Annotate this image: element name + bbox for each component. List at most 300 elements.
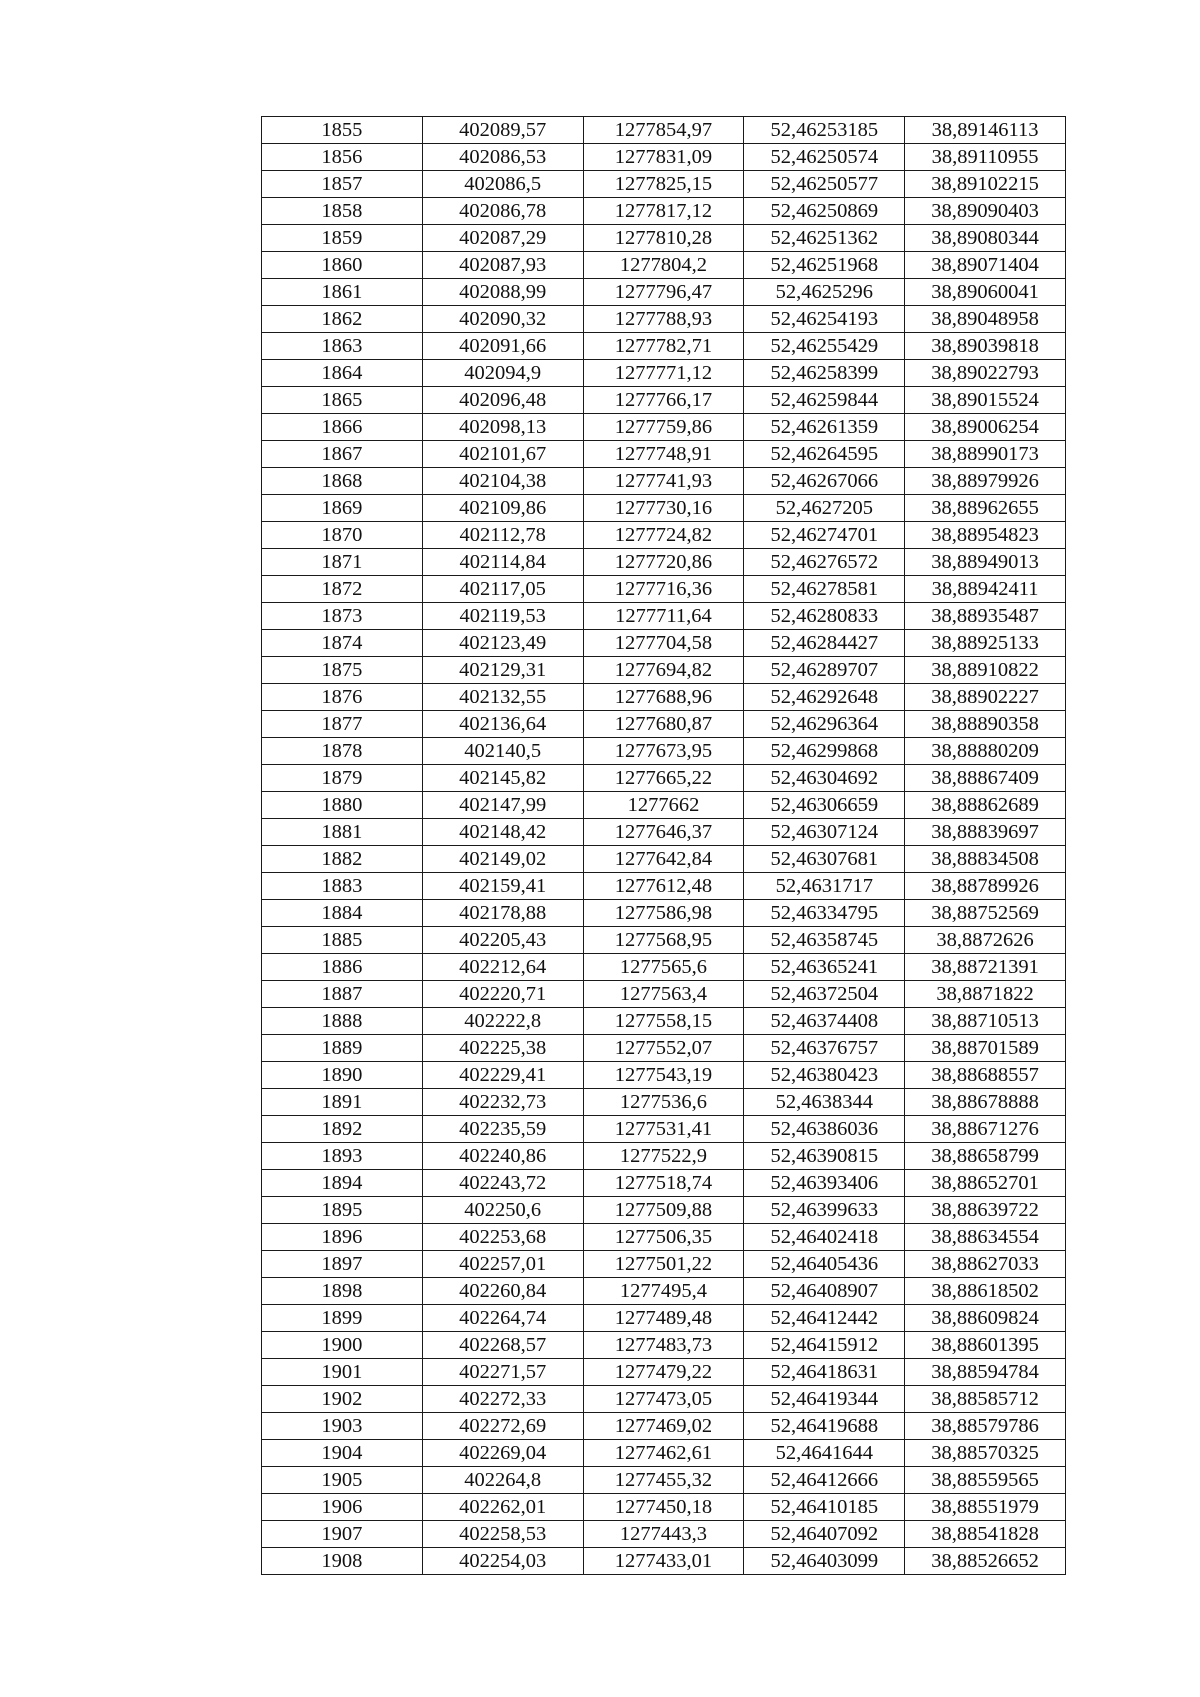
y-coordinate-cell: 1277479,22 [583,1359,744,1386]
latitude-cell: 52,46250574 [744,144,905,171]
table-row [262,846,1066,873]
x-coordinate-cell: 402104,38 [422,468,583,495]
y-coordinate-cell: 1277741,93 [583,468,744,495]
latitude-cell: 52,46250869 [744,198,905,225]
latitude-cell: 52,46358745 [744,927,905,954]
longitude-cell: 38,88834508 [905,846,1066,873]
longitude-cell: 38,88639722 [905,1197,1066,1224]
latitude-cell: 52,46276572 [744,549,905,576]
table-row [262,684,1066,711]
y-coordinate-cell: 1277720,86 [583,549,744,576]
table-row [262,468,1066,495]
table-row [262,1386,1066,1413]
longitude-cell: 38,88910822 [905,657,1066,684]
point-number-cell: 1899 [262,1305,423,1332]
y-coordinate-cell: 1277831,09 [583,144,744,171]
point-number-cell: 1876 [262,684,423,711]
table-row [262,1251,1066,1278]
y-coordinate-cell: 1277506,35 [583,1224,744,1251]
y-coordinate-cell: 1277501,22 [583,1251,744,1278]
latitude-cell: 52,46251362 [744,225,905,252]
longitude-cell: 38,88671276 [905,1116,1066,1143]
latitude-cell: 52,46419344 [744,1386,905,1413]
latitude-cell: 52,46412442 [744,1305,905,1332]
x-coordinate-cell: 402088,99 [422,279,583,306]
x-coordinate-cell: 402090,32 [422,306,583,333]
table-row [262,954,1066,981]
longitude-cell: 38,88541828 [905,1521,1066,1548]
x-coordinate-cell: 402178,88 [422,900,583,927]
table-row [262,900,1066,927]
y-coordinate-cell: 1277469,02 [583,1413,744,1440]
x-coordinate-cell: 402119,53 [422,603,583,630]
table-row [262,1359,1066,1386]
table-row [262,495,1066,522]
point-number-cell: 1871 [262,549,423,576]
point-number-cell: 1904 [262,1440,423,1467]
longitude-cell: 38,89006254 [905,414,1066,441]
table-row [262,765,1066,792]
table-row [262,225,1066,252]
point-number-cell: 1866 [262,414,423,441]
latitude-cell: 52,46393406 [744,1170,905,1197]
x-coordinate-cell: 402086,5 [422,171,583,198]
point-number-cell: 1883 [262,873,423,900]
x-coordinate-cell: 402235,59 [422,1116,583,1143]
y-coordinate-cell: 1277782,71 [583,333,744,360]
point-number-cell: 1858 [262,198,423,225]
x-coordinate-cell: 402145,82 [422,765,583,792]
latitude-cell: 52,46372504 [744,981,905,1008]
longitude-cell: 38,88867409 [905,765,1066,792]
y-coordinate-cell: 1277536,6 [583,1089,744,1116]
latitude-cell: 52,46261359 [744,414,905,441]
x-coordinate-cell: 402222,8 [422,1008,583,1035]
table-row [262,711,1066,738]
table-row [262,549,1066,576]
y-coordinate-cell: 1277489,48 [583,1305,744,1332]
y-coordinate-cell: 1277483,73 [583,1332,744,1359]
latitude-cell: 52,46334795 [744,900,905,927]
latitude-cell: 52,46410185 [744,1494,905,1521]
coordinates-table [261,116,1066,1575]
table-row [262,576,1066,603]
table-row [262,1089,1066,1116]
latitude-cell: 52,46412666 [744,1467,905,1494]
x-coordinate-cell: 402114,84 [422,549,583,576]
y-coordinate-cell: 1277642,84 [583,846,744,873]
longitude-cell: 38,88935487 [905,603,1066,630]
y-coordinate-cell: 1277565,6 [583,954,744,981]
latitude-cell: 52,46255429 [744,333,905,360]
y-coordinate-cell: 1277543,19 [583,1062,744,1089]
table-row [262,279,1066,306]
y-coordinate-cell: 1277662 [583,792,744,819]
x-coordinate-cell: 402094,9 [422,360,583,387]
point-number-cell: 1862 [262,306,423,333]
point-number-cell: 1893 [262,1143,423,1170]
y-coordinate-cell: 1277518,74 [583,1170,744,1197]
x-coordinate-cell: 402240,86 [422,1143,583,1170]
x-coordinate-cell: 402260,84 [422,1278,583,1305]
point-number-cell: 1890 [262,1062,423,1089]
x-coordinate-cell: 402132,55 [422,684,583,711]
longitude-cell: 38,88942411 [905,576,1066,603]
table-body [262,117,1066,1575]
x-coordinate-cell: 402232,73 [422,1089,583,1116]
latitude-cell: 52,46296364 [744,711,905,738]
longitude-cell: 38,88862689 [905,792,1066,819]
latitude-cell: 52,4638344 [744,1089,905,1116]
table-row [262,198,1066,225]
latitude-cell: 52,46251968 [744,252,905,279]
table-row [262,630,1066,657]
longitude-cell: 38,89090403 [905,198,1066,225]
y-coordinate-cell: 1277766,17 [583,387,744,414]
latitude-cell: 52,46274701 [744,522,905,549]
y-coordinate-cell: 1277771,12 [583,360,744,387]
point-number-cell: 1888 [262,1008,423,1035]
y-coordinate-cell: 1277433,01 [583,1548,744,1575]
point-number-cell: 1895 [262,1197,423,1224]
table-row [262,1305,1066,1332]
latitude-cell: 52,46258399 [744,360,905,387]
latitude-cell: 52,46419688 [744,1413,905,1440]
longitude-cell: 38,88570325 [905,1440,1066,1467]
table-row [262,1035,1066,1062]
y-coordinate-cell: 1277531,41 [583,1116,744,1143]
x-coordinate-cell: 402089,57 [422,117,583,144]
latitude-cell: 52,4627205 [744,495,905,522]
latitude-cell: 52,46267066 [744,468,905,495]
y-coordinate-cell: 1277646,37 [583,819,744,846]
y-coordinate-cell: 1277612,48 [583,873,744,900]
x-coordinate-cell: 402086,53 [422,144,583,171]
longitude-cell: 38,88962655 [905,495,1066,522]
longitude-cell: 38,8871822 [905,981,1066,1008]
y-coordinate-cell: 1277450,18 [583,1494,744,1521]
y-coordinate-cell: 1277665,22 [583,765,744,792]
point-number-cell: 1875 [262,657,423,684]
point-number-cell: 1902 [262,1386,423,1413]
table-row [262,333,1066,360]
x-coordinate-cell: 402253,68 [422,1224,583,1251]
table-row [262,1413,1066,1440]
longitude-cell: 38,88609824 [905,1305,1066,1332]
table-row [262,522,1066,549]
point-number-cell: 1894 [262,1170,423,1197]
latitude-cell: 52,46386036 [744,1116,905,1143]
table-row [262,252,1066,279]
point-number-cell: 1898 [262,1278,423,1305]
x-coordinate-cell: 402205,43 [422,927,583,954]
x-coordinate-cell: 402269,04 [422,1440,583,1467]
x-coordinate-cell: 402250,6 [422,1197,583,1224]
point-number-cell: 1859 [262,225,423,252]
y-coordinate-cell: 1277724,82 [583,522,744,549]
y-coordinate-cell: 1277558,15 [583,1008,744,1035]
point-number-cell: 1874 [262,630,423,657]
latitude-cell: 52,4625296 [744,279,905,306]
point-number-cell: 1897 [262,1251,423,1278]
x-coordinate-cell: 402123,49 [422,630,583,657]
table-row [262,441,1066,468]
x-coordinate-cell: 402129,31 [422,657,583,684]
x-coordinate-cell: 402212,64 [422,954,583,981]
x-coordinate-cell: 402112,78 [422,522,583,549]
latitude-cell: 52,4631717 [744,873,905,900]
longitude-cell: 38,88594784 [905,1359,1066,1386]
latitude-cell: 52,46254193 [744,306,905,333]
point-number-cell: 1868 [262,468,423,495]
longitude-cell: 38,88634554 [905,1224,1066,1251]
point-number-cell: 1896 [262,1224,423,1251]
x-coordinate-cell: 402254,03 [422,1548,583,1575]
point-number-cell: 1860 [262,252,423,279]
y-coordinate-cell: 1277704,58 [583,630,744,657]
longitude-cell: 38,88585712 [905,1386,1066,1413]
latitude-cell: 52,46407092 [744,1521,905,1548]
latitude-cell: 52,46299868 [744,738,905,765]
longitude-cell: 38,89022793 [905,360,1066,387]
point-number-cell: 1857 [262,171,423,198]
y-coordinate-cell: 1277495,4 [583,1278,744,1305]
y-coordinate-cell: 1277552,07 [583,1035,744,1062]
latitude-cell: 52,46376757 [744,1035,905,1062]
point-number-cell: 1882 [262,846,423,873]
point-number-cell: 1877 [262,711,423,738]
x-coordinate-cell: 402087,29 [422,225,583,252]
latitude-cell: 52,46390815 [744,1143,905,1170]
x-coordinate-cell: 402109,86 [422,495,583,522]
x-coordinate-cell: 402136,64 [422,711,583,738]
y-coordinate-cell: 1277673,95 [583,738,744,765]
point-number-cell: 1872 [262,576,423,603]
table-row [262,657,1066,684]
y-coordinate-cell: 1277730,16 [583,495,744,522]
y-coordinate-cell: 1277796,47 [583,279,744,306]
latitude-cell: 52,46418631 [744,1359,905,1386]
y-coordinate-cell: 1277680,87 [583,711,744,738]
table-row [262,981,1066,1008]
latitude-cell: 52,46415912 [744,1332,905,1359]
point-number-cell: 1903 [262,1413,423,1440]
table-row [262,1170,1066,1197]
y-coordinate-cell: 1277443,3 [583,1521,744,1548]
x-coordinate-cell: 402086,78 [422,198,583,225]
table-row [262,117,1066,144]
point-number-cell: 1907 [262,1521,423,1548]
y-coordinate-cell: 1277473,05 [583,1386,744,1413]
x-coordinate-cell: 402225,38 [422,1035,583,1062]
x-coordinate-cell: 402101,67 [422,441,583,468]
x-coordinate-cell: 402098,13 [422,414,583,441]
table-row [262,1008,1066,1035]
point-number-cell: 1881 [262,819,423,846]
latitude-cell: 52,46250577 [744,171,905,198]
point-number-cell: 1864 [262,360,423,387]
latitude-cell: 52,46307124 [744,819,905,846]
y-coordinate-cell: 1277788,93 [583,306,744,333]
point-number-cell: 1870 [262,522,423,549]
latitude-cell: 52,46280833 [744,603,905,630]
longitude-cell: 38,89110955 [905,144,1066,171]
y-coordinate-cell: 1277711,64 [583,603,744,630]
y-coordinate-cell: 1277748,91 [583,441,744,468]
point-number-cell: 1901 [262,1359,423,1386]
longitude-cell: 38,89048958 [905,306,1066,333]
y-coordinate-cell: 1277817,12 [583,198,744,225]
latitude-cell: 52,46289707 [744,657,905,684]
table-row [262,738,1066,765]
latitude-cell: 52,46403099 [744,1548,905,1575]
x-coordinate-cell: 402147,99 [422,792,583,819]
longitude-cell: 38,88890358 [905,711,1066,738]
longitude-cell: 38,88979926 [905,468,1066,495]
x-coordinate-cell: 402264,74 [422,1305,583,1332]
longitude-cell: 38,88652701 [905,1170,1066,1197]
table-row [262,171,1066,198]
point-number-cell: 1867 [262,441,423,468]
longitude-cell: 38,88551979 [905,1494,1066,1521]
table-row [262,819,1066,846]
longitude-cell: 38,88990173 [905,441,1066,468]
table-row [262,1548,1066,1575]
latitude-cell: 52,46304692 [744,765,905,792]
point-number-cell: 1885 [262,927,423,954]
latitude-cell: 52,46306659 [744,792,905,819]
table-row [262,603,1066,630]
point-number-cell: 1878 [262,738,423,765]
latitude-cell: 52,46292648 [744,684,905,711]
longitude-cell: 38,89039818 [905,333,1066,360]
point-number-cell: 1884 [262,900,423,927]
point-number-cell: 1856 [262,144,423,171]
longitude-cell: 38,88880209 [905,738,1066,765]
x-coordinate-cell: 402229,41 [422,1062,583,1089]
point-number-cell: 1905 [262,1467,423,1494]
table-row [262,144,1066,171]
y-coordinate-cell: 1277759,86 [583,414,744,441]
y-coordinate-cell: 1277804,2 [583,252,744,279]
point-number-cell: 1908 [262,1548,423,1575]
point-number-cell: 1906 [262,1494,423,1521]
point-number-cell: 1863 [262,333,423,360]
x-coordinate-cell: 402148,42 [422,819,583,846]
point-number-cell: 1900 [262,1332,423,1359]
latitude-cell: 52,4641644 [744,1440,905,1467]
latitude-cell: 52,46402418 [744,1224,905,1251]
longitude-cell: 38,89080344 [905,225,1066,252]
longitude-cell: 38,88925133 [905,630,1066,657]
longitude-cell: 38,88839697 [905,819,1066,846]
point-number-cell: 1855 [262,117,423,144]
table-row [262,1278,1066,1305]
table-row [262,306,1066,333]
x-coordinate-cell: 402257,01 [422,1251,583,1278]
longitude-cell: 38,88618502 [905,1278,1066,1305]
point-number-cell: 1889 [262,1035,423,1062]
x-coordinate-cell: 402243,72 [422,1170,583,1197]
table-row [262,1494,1066,1521]
table-row [262,360,1066,387]
y-coordinate-cell: 1277694,82 [583,657,744,684]
longitude-cell: 38,88526652 [905,1548,1066,1575]
longitude-cell: 38,88559565 [905,1467,1066,1494]
point-number-cell: 1880 [262,792,423,819]
x-coordinate-cell: 402264,8 [422,1467,583,1494]
x-coordinate-cell: 402087,93 [422,252,583,279]
latitude-cell: 52,46253185 [744,117,905,144]
table-row [262,1062,1066,1089]
y-coordinate-cell: 1277854,97 [583,117,744,144]
table-row [262,414,1066,441]
latitude-cell: 52,46284427 [744,630,905,657]
y-coordinate-cell: 1277568,95 [583,927,744,954]
longitude-cell: 38,88902227 [905,684,1066,711]
table-row [262,927,1066,954]
y-coordinate-cell: 1277455,32 [583,1467,744,1494]
point-number-cell: 1891 [262,1089,423,1116]
longitude-cell: 38,88688557 [905,1062,1066,1089]
point-number-cell: 1865 [262,387,423,414]
table-row [262,1143,1066,1170]
point-number-cell: 1887 [262,981,423,1008]
longitude-cell: 38,89146113 [905,117,1066,144]
longitude-cell: 38,88579786 [905,1413,1066,1440]
point-number-cell: 1892 [262,1116,423,1143]
longitude-cell: 38,89060041 [905,279,1066,306]
y-coordinate-cell: 1277688,96 [583,684,744,711]
table-row [262,1116,1066,1143]
latitude-cell: 52,46405436 [744,1251,905,1278]
latitude-cell: 52,46399633 [744,1197,905,1224]
latitude-cell: 52,46278581 [744,576,905,603]
x-coordinate-cell: 402258,53 [422,1521,583,1548]
latitude-cell: 52,46259844 [744,387,905,414]
latitude-cell: 52,46374408 [744,1008,905,1035]
x-coordinate-cell: 402271,57 [422,1359,583,1386]
y-coordinate-cell: 1277586,98 [583,900,744,927]
x-coordinate-cell: 402096,48 [422,387,583,414]
point-number-cell: 1869 [262,495,423,522]
table-row [262,1332,1066,1359]
longitude-cell: 38,88721391 [905,954,1066,981]
longitude-cell: 38,88658799 [905,1143,1066,1170]
table-row [262,873,1066,900]
longitude-cell: 38,88601395 [905,1332,1066,1359]
table-row [262,1440,1066,1467]
x-coordinate-cell: 402220,71 [422,981,583,1008]
table-row [262,792,1066,819]
y-coordinate-cell: 1277563,4 [583,981,744,1008]
longitude-cell: 38,89102215 [905,171,1066,198]
table-row [262,1467,1066,1494]
y-coordinate-cell: 1277825,15 [583,171,744,198]
x-coordinate-cell: 402091,66 [422,333,583,360]
point-number-cell: 1861 [262,279,423,306]
longitude-cell: 38,88752569 [905,900,1066,927]
longitude-cell: 38,89015524 [905,387,1066,414]
latitude-cell: 52,46264595 [744,441,905,468]
table-row [262,387,1066,414]
y-coordinate-cell: 1277810,28 [583,225,744,252]
point-number-cell: 1886 [262,954,423,981]
x-coordinate-cell: 402272,33 [422,1386,583,1413]
latitude-cell: 52,46307681 [744,846,905,873]
table-row [262,1521,1066,1548]
longitude-cell: 38,88789926 [905,873,1066,900]
